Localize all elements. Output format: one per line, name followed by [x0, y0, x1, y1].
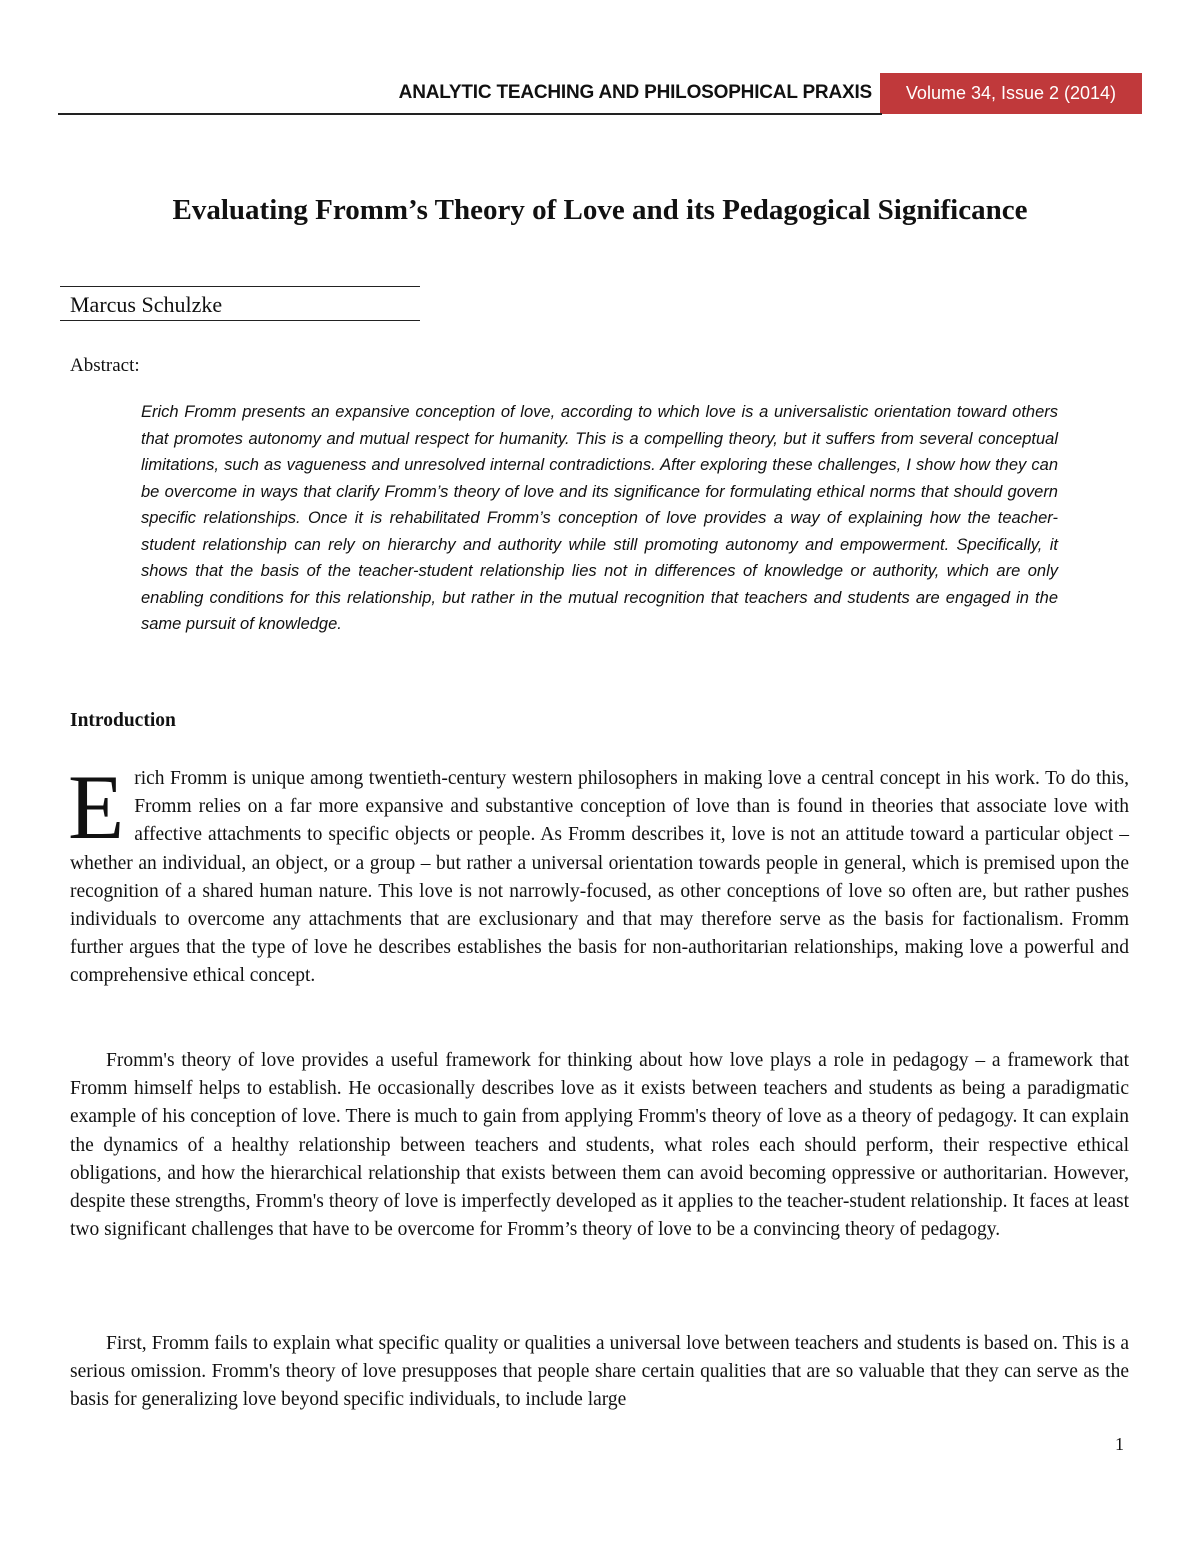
body-paragraph-3: First, Fromm fails to explain what specific quality or qualities a universal love between teachers and students is based on. This is a serious omission. Fromm's theory of love presupposes that people share certain qualities that are so valuable that they can serve as the basis for generalizing love beyond specific individuals, to include large	[70, 1333, 1129, 1411]
author-name: Marcus Schulzke	[70, 292, 223, 317]
page-number: 1	[1115, 1434, 1124, 1454]
abstract-label: Abstract:	[70, 355, 140, 376]
header-rule	[58, 113, 882, 115]
body-paragraph-2: Fromm's theory of love provides a useful framework for thinking about how love plays a role in pedagogy – a framework that Fromm himself helps to establish. He occasionally describes love as it exists between teachers and students as being a paradigmatic example of his conception of love. There is much to gain from applying Fromm's theory of love as a theory of pedagogy. It can explain the dynamics of a healthy relationship between teachers and students, what roles each should perform, their respective ethical obligations, and how the hierarchical relationship that exists between them can avoid becoming oppressive or authoritarian. However, despite these strengths, Fromm's theory of love is imperfectly developed as it applies to the teacher-student relationship. It faces at least two significant challenges that have to be overcome for Fromm’s theory of love to be a convincing theory of pedagogy.	[70, 1050, 1129, 1241]
journal-name: ANALYTIC TEACHING AND PHILOSOPHICAL PRAXIS	[398, 82, 872, 103]
author-box	[60, 286, 420, 321]
drop-cap: E	[68, 756, 125, 858]
volume-badge: Volume 34, Issue 2 (2014)	[880, 73, 1142, 114]
abstract-text: Erich Fromm presents an expansive conception of love, according to which love is a universalistic orientation toward others that promotes autonomy and mutual respect for humanity. This is a compelling theory, but it suffers from several conceptual limitations, such as vagueness and unresolved internal contradictions. After exploring these challenges, I show how they can be overcome in ways that clarify Fromm’s theory of love and its significance for formulating ethical norms that should govern specific relationships. Once it is rehabilitated Fromm’s conception of love provides a way of explaining how the teacher-student relationship can rely on hierarchy and authority while still promoting autonomy and empowerment. Specifically, it shows that the basis of the teacher-student relationship lies not in differences of knowledge or authority, which are only enabling conditions for this relationship, but rather in the mutual recognition that teachers and students are engaged in the same pursuit of knowledge.	[141, 403, 1058, 633]
article-title: Evaluating Fromm’s Theory of Love and its Pedagogical Significance	[172, 194, 1028, 226]
paragraph-1-text: rich Fromm is unique among twentieth-century western philosophers in making love a central concept in his work. To do this, Fromm relies on a far more expansive and substantive conception of love than is found in theories that associate love with affective attachments to specific objects or people. As Fromm describes it, love is not an attitude toward a particular object – whether an individual, an object, or a group – but rather a universal orientation towards people in general, which is premised upon the recognition of a shared human nature. This love is not narrowly-focused, as other conceptions of love so often are, but rather pushes individuals to overcome any attachments that are exclusionary and that may therefore serve as the basis for factionalism. Fromm further argues that the type of love he describes establishes the basis for non-authoritarian relationships, making love a powerful and comprehensive ethical concept.	[70, 768, 1129, 987]
journal-header	[58, 73, 1142, 115]
body-paragraph-1	[68, 756, 1129, 991]
section-heading-introduction: Introduction	[70, 710, 176, 731]
